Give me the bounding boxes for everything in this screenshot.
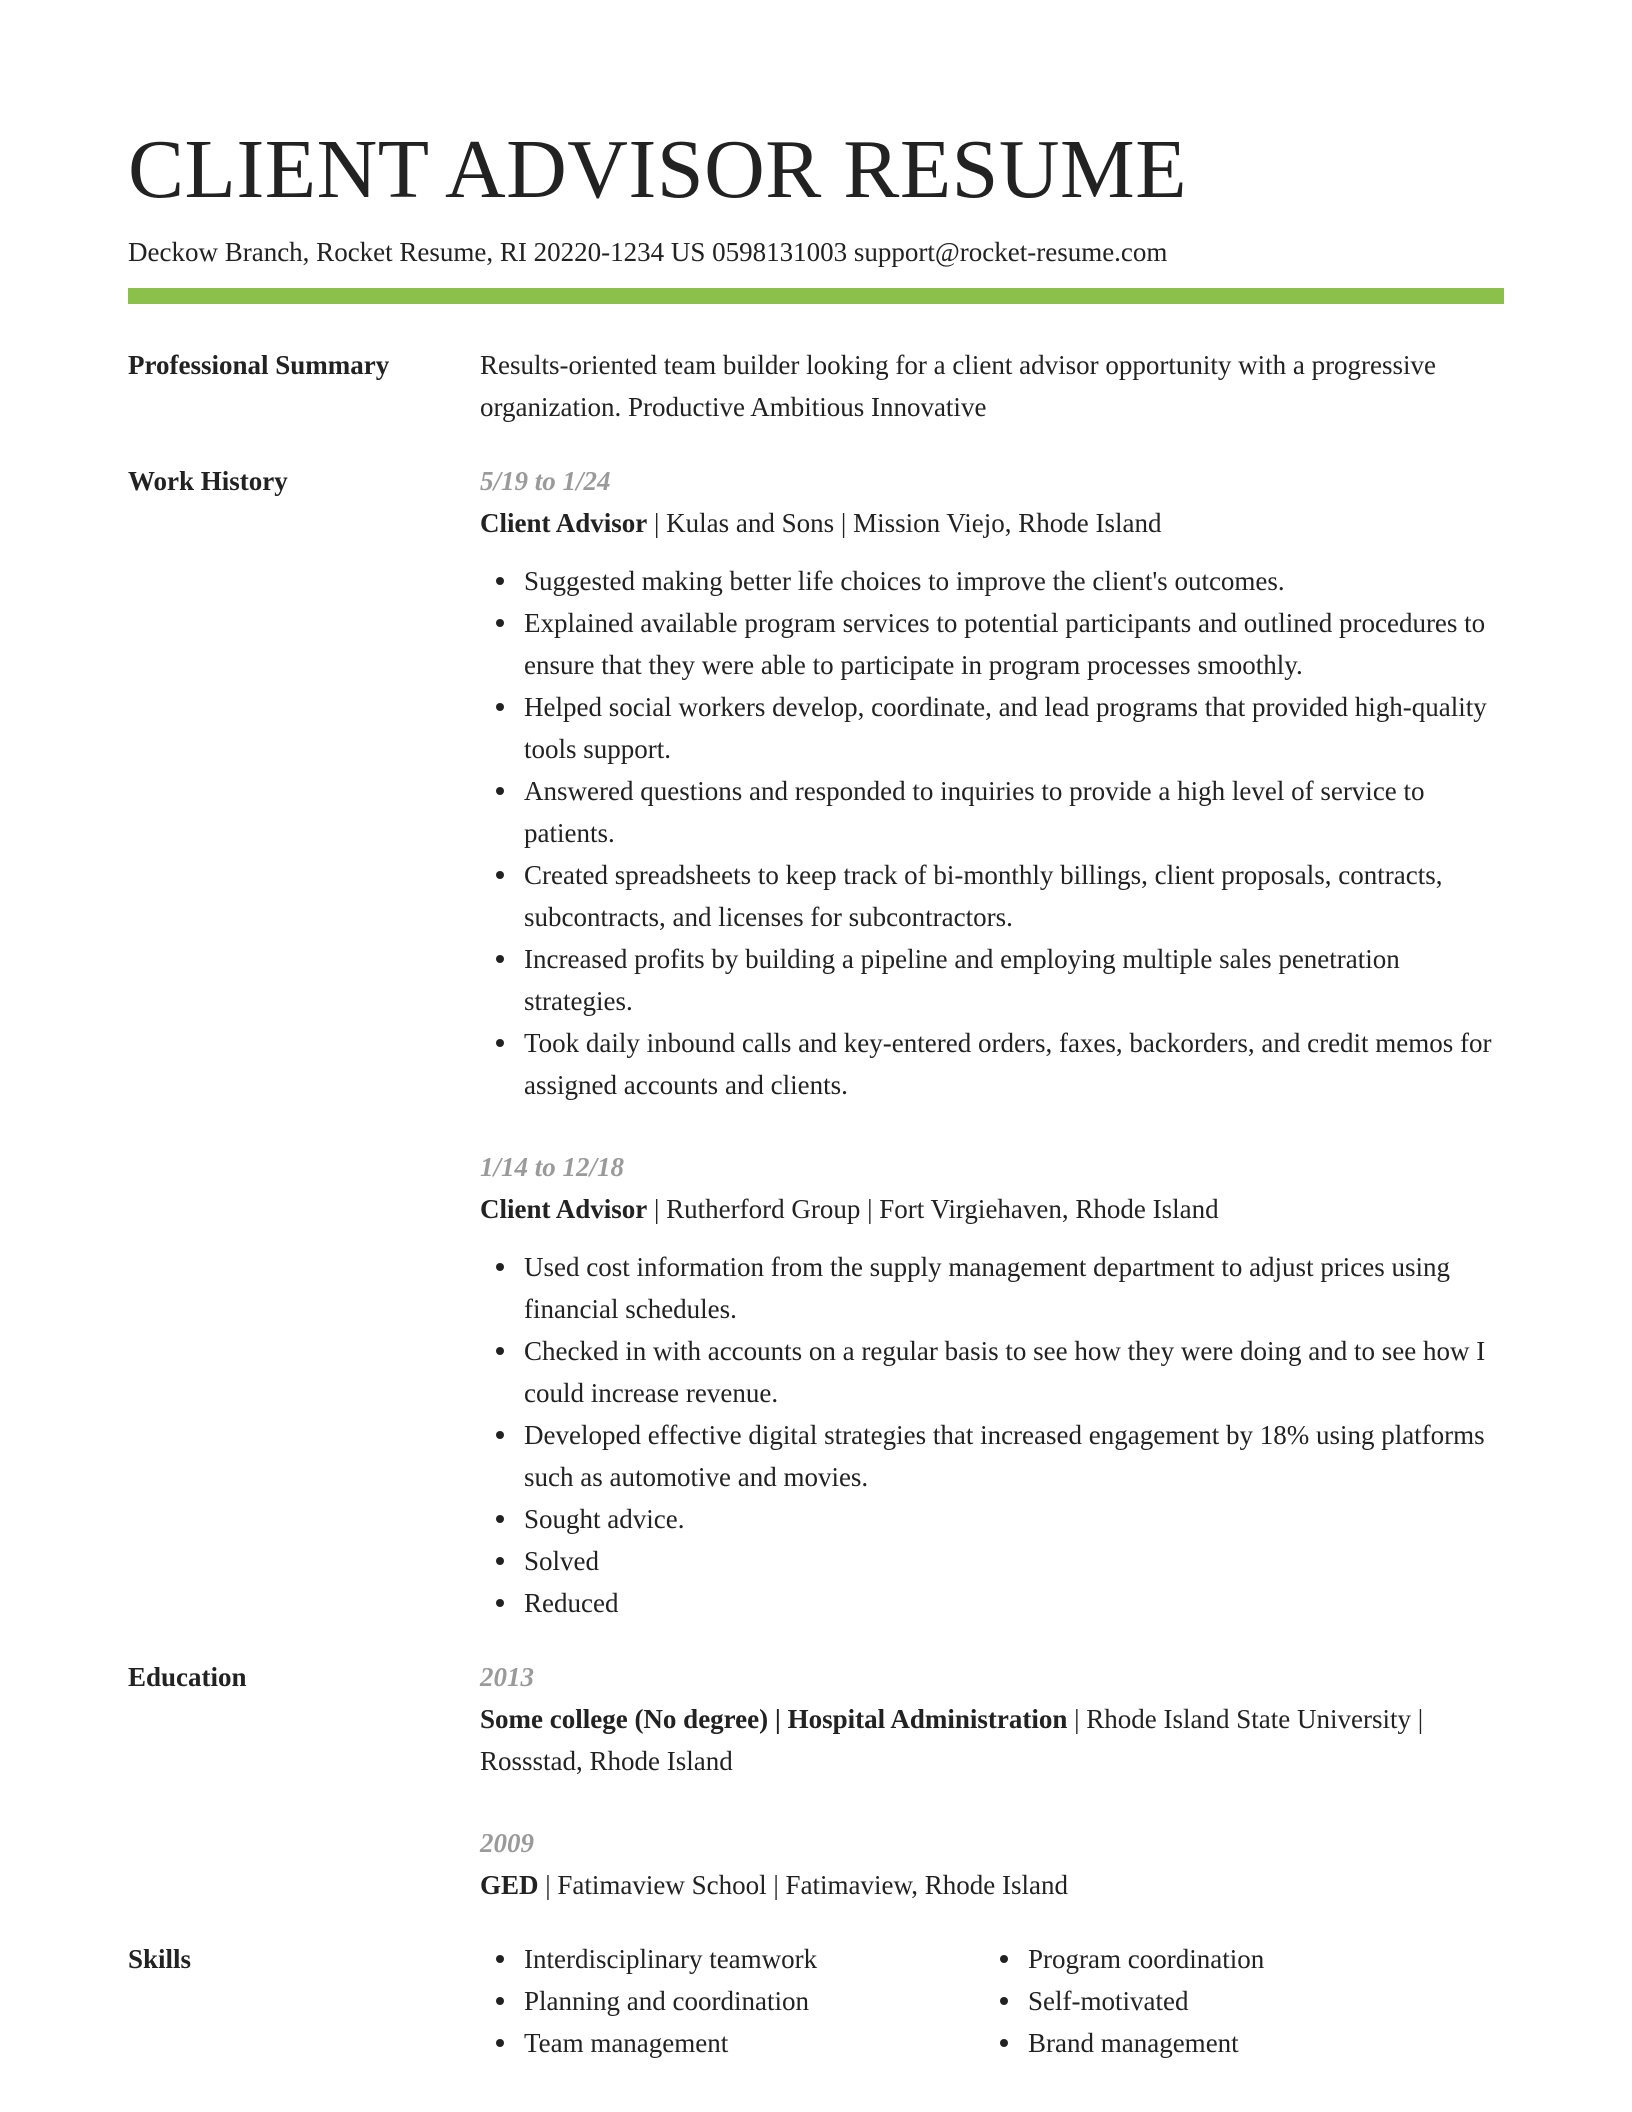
work-entry-title-line xyxy=(480,1188,1504,1230)
section-education xyxy=(128,1656,1504,1922)
section-body-summary xyxy=(480,344,1504,428)
bullet-item: Used cost information from the supply management department to adjust prices using financial schedules. xyxy=(524,1246,1504,1330)
section-label-education: Education xyxy=(128,1662,247,1692)
skill-item: Brand management xyxy=(1028,2022,1488,2064)
skills-column-left xyxy=(480,1938,984,2064)
skill-item: Self-motivated xyxy=(1028,1980,1488,2022)
skill-item: Interdisciplinary teamwork xyxy=(524,1938,984,1980)
skill-item: Planning and coordination xyxy=(524,1980,984,2022)
work-entry-title-line xyxy=(480,502,1504,544)
skills-column-right xyxy=(984,1938,1488,2064)
education-entry-degree: GED xyxy=(480,1870,539,1900)
section-body-work-history xyxy=(480,460,1504,1640)
section-skills xyxy=(128,1938,1504,2064)
bullet-item: Suggested making better life choices to improve the client's outcomes. xyxy=(524,560,1504,602)
work-entry-date: 5/19 to 1/24 xyxy=(480,466,611,496)
education-entry-date: 2009 xyxy=(480,1828,534,1858)
skills-grid xyxy=(480,1938,1504,2064)
section-body-education xyxy=(480,1656,1504,1922)
education-entry xyxy=(480,1656,1504,1782)
skills-list-left xyxy=(480,1938,984,2064)
bullet-item: Reduced xyxy=(524,1582,1504,1624)
bullet-item: Developed effective digital strategies that increased engagement by 18% using platforms such as automotive and movies. xyxy=(524,1414,1504,1498)
bullet-item: Solved xyxy=(524,1540,1504,1582)
resume-sections xyxy=(128,344,1504,2064)
education-entry-title-line xyxy=(480,1698,1504,1782)
section-label-summary: Professional Summary xyxy=(128,350,390,380)
bullet-item: Helped social workers develop, coordinate, and lead programs that provided high-quality tools support. xyxy=(524,686,1504,770)
education-entry xyxy=(480,1822,1504,1906)
work-entry-position: Client Advisor xyxy=(480,1194,648,1224)
section-label-work-history: Work History xyxy=(128,466,288,496)
bullet-item: Checked in with accounts on a regular basis to see how they were doing and to see how I could increase revenue. xyxy=(524,1330,1504,1414)
bullet-item: Explained available program services to potential participants and outlined procedures to ensure that they were able to participate in program processes smoothly. xyxy=(524,602,1504,686)
section-professional-summary xyxy=(128,344,1504,428)
work-entry-bullets xyxy=(480,560,1504,1106)
education-entry-date: 2013 xyxy=(480,1662,534,1692)
skill-item: Program coordination xyxy=(1028,1938,1488,1980)
skills-list-right xyxy=(984,1938,1488,2064)
section-label-skills: Skills xyxy=(128,1944,192,1974)
section-work-history xyxy=(128,460,1504,1640)
contact-line: Deckow Branch, Rocket Resume, RI 20220-1234 US 0598131003 support@rocket-resume.com xyxy=(128,237,1168,267)
bullet-item: Took daily inbound calls and key-entered orders, faxes, backorders, and credit memos for assigned accounts and clients. xyxy=(524,1022,1504,1106)
bullet-item: Answered questions and responded to inquiries to provide a high level of service to patients. xyxy=(524,770,1504,854)
work-entry-bullets xyxy=(480,1246,1504,1624)
resume-title: CLIENT ADVISOR RESUME xyxy=(128,123,1188,216)
skill-item: Team management xyxy=(524,2022,984,2064)
work-entry xyxy=(480,1146,1504,1624)
work-entry xyxy=(480,460,1504,1106)
work-entry-details: | Rutherford Group | Fort Virgiehaven, Rhode Island xyxy=(647,1194,1219,1224)
education-entry-details: | Fatimaview School | Fatimaview, Rhode Island xyxy=(538,1870,1068,1900)
bullet-item: Increased profits by building a pipeline and employing multiple sales penetration strategies. xyxy=(524,938,1504,1022)
accent-divider xyxy=(128,288,1504,304)
summary-text: Results-oriented team builder looking for a client advisor opportunity with a progressive organization. Productive Ambitious Innovative xyxy=(480,350,1437,422)
work-entry-position: Client Advisor xyxy=(480,508,648,538)
bullet-item: Created spreadsheets to keep track of bi-monthly billings, client proposals, contracts, subcontracts, and licenses for subcontractors. xyxy=(524,854,1504,938)
bullet-item: Sought advice. xyxy=(524,1498,1504,1540)
work-entry-details: | Kulas and Sons | Mission Viejo, Rhode Island xyxy=(647,508,1162,538)
education-entry-degree: Some college (No degree) | Hospital Administration xyxy=(480,1704,1068,1734)
section-body-skills xyxy=(480,1938,1504,2064)
education-entry-details: | Rhode Island State University | Rossstad, Rhode Island xyxy=(480,1704,1424,1776)
education-entry-title-line xyxy=(480,1864,1504,1906)
work-entry-date: 1/14 to 12/18 xyxy=(480,1152,625,1182)
